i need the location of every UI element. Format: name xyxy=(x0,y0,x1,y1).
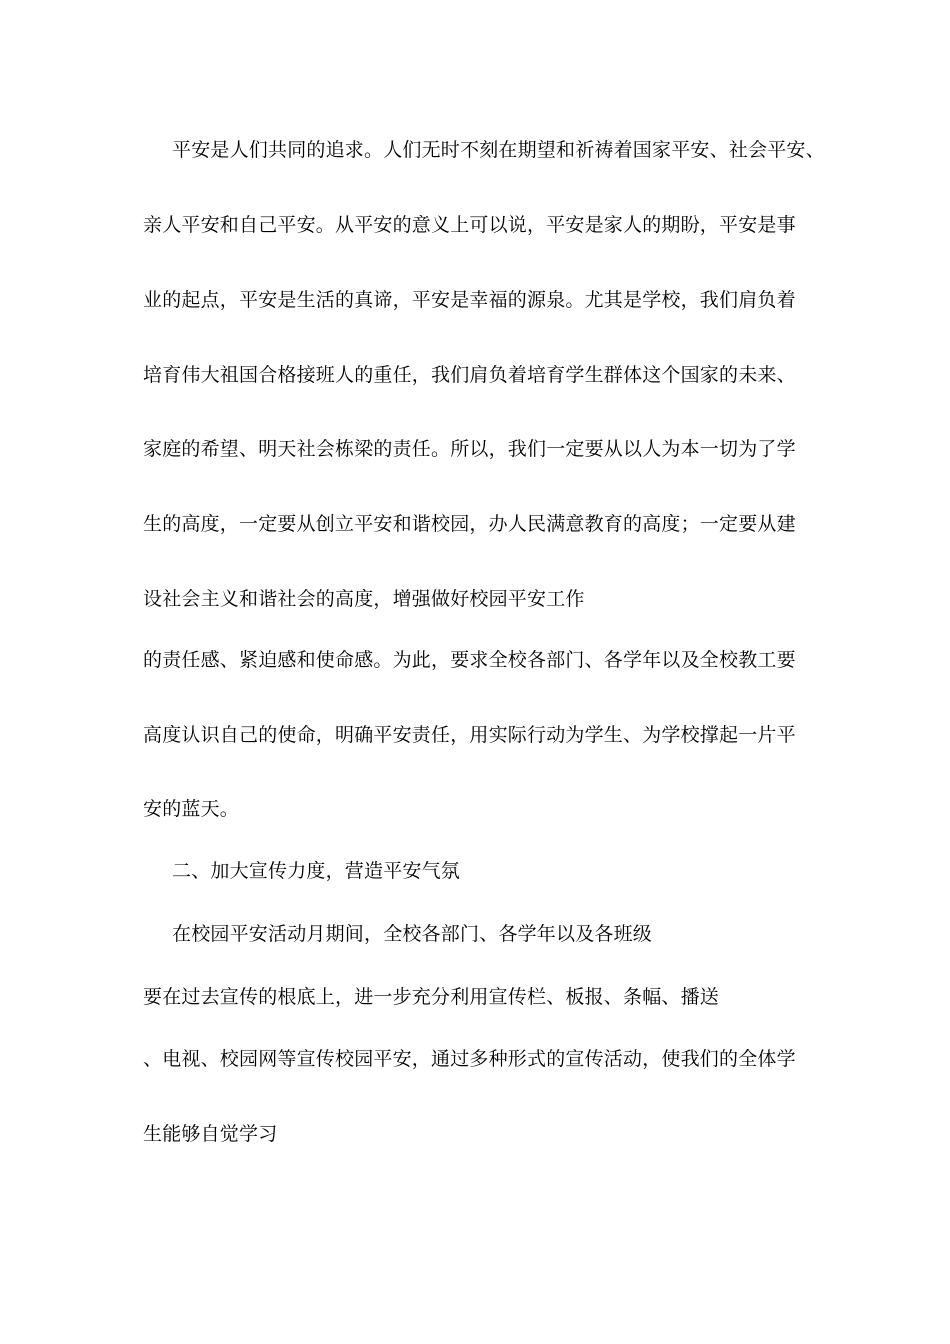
paragraph-line-14: 、电视、校园网等宣传校园平安，通过多种形式的宣传活动，使我们的全体学 xyxy=(143,1048,796,1070)
paragraph-line-15: 生能够自觉学习 xyxy=(143,1123,278,1145)
paragraph-line-1: 平安是人们共同的追求。人们无时不刻在期望和祈祷着国家平安、社会平安、 xyxy=(172,139,825,161)
paragraph-line-7: 设社会主义和谐社会的高度，增强做好校园平安工作 xyxy=(143,588,585,610)
paragraph-line-2: 亲人平安和自己平安。从平安的意义上可以说，平安是家人的期盼，平安是事 xyxy=(143,214,796,236)
paragraph-line-5: 家庭的希望、明天社会栋梁的责任。所以，我们一定要从以人为本一切为了学 xyxy=(143,438,796,460)
paragraph-line-9: 高度认识自己的使命，明确平安责任，用实际行动为学生、为学校撑起一片平 xyxy=(143,724,796,746)
paragraph-line-8: 的责任感、紧迫感和使命感。为此，要求全校各部门、各学年以及全校教工要 xyxy=(143,649,796,671)
paragraph-line-4: 培育伟大祖国合格接班人的重任，我们肩负着培育学生群体这个国家的未来、 xyxy=(143,364,796,386)
paragraph-line-13: 要在过去宣传的根底上，进一步充分利用宣传栏、板报、条幅、播送 xyxy=(143,986,720,1008)
paragraph-line-6: 生的高度，一定要从创立平安和谐校园，办人民满意教育的高度；一定要从建 xyxy=(143,513,796,535)
section-heading: 二、加大宣传力度，营造平安气氛 xyxy=(172,860,461,882)
paragraph-line-12: 在校园平安活动月期间，全校各部门、各学年以及各班级 xyxy=(172,923,653,945)
paragraph-line-3: 业的起点，平安是生活的真谛，平安是幸福的源泉。尤其是学校，我们肩负着 xyxy=(143,289,796,311)
paragraph-line-10: 安的蓝天。 xyxy=(143,798,240,820)
